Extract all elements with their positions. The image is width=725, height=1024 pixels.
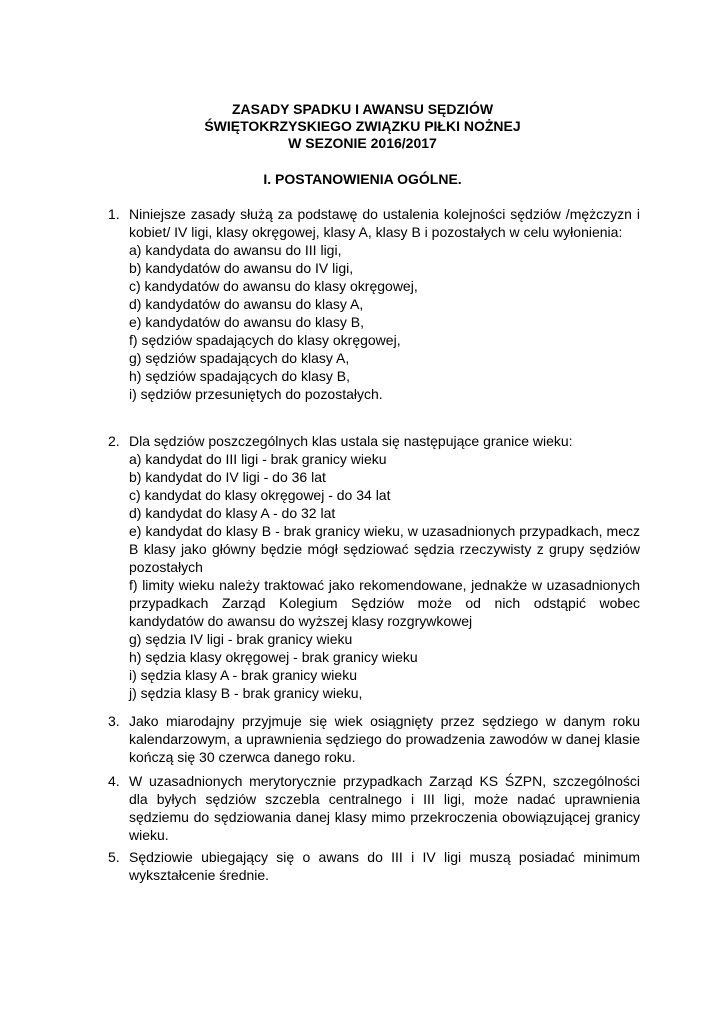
item-4-text: W uzasadnionych merytorycznie przypadkach Zarząd KS ŚZPN, szczególności dla byłych sędziów szczebla centralnego i III ligi, może nadać uprawnienia sędziemu do sędziowania danej klasy mimo przekroczenia obowiązującej granicy wieku. bbox=[129, 773, 640, 843]
item-number: 3. bbox=[108, 713, 120, 729]
item-1-line-d: d) kandydatów do awansu do klasy A, bbox=[129, 296, 364, 312]
item-number: 1. bbox=[108, 206, 120, 222]
item-1-intro: Niniejsze zasady służą za podstawę do ustalenia kolejności sędziów /mężczyzn i kobiet/ IV ligi, klasy okręgowej, klasy A, klasy B i pozostałych w celu wyłonienia: bbox=[129, 206, 640, 240]
item-1-line-i: i) sędziów przesuniętych do pozostałych. bbox=[129, 386, 383, 402]
item-1-line-c: c) kandydatów do awansu do klasy okręgowej, bbox=[129, 278, 418, 294]
item-1-line-g: g) sędziów spadających do klasy A, bbox=[129, 350, 350, 366]
item-number: 4. bbox=[108, 773, 120, 789]
item-2-line-b: b) kandydat do IV ligi - do 36 lat bbox=[129, 469, 326, 485]
title-line-2: ŚWIĘTOKRZYSKIEGO ZWIĄZKU PIŁKI NOŻNEJ bbox=[204, 118, 521, 134]
item-2-line-j: j) sędzia klasy B - brak granicy wieku, bbox=[129, 685, 363, 701]
item-5-text: Sędziowie ubiegający się o awans do III i IV ligi muszą posiadać minimum wykształcenie średnie. bbox=[129, 849, 640, 883]
list-item-4 bbox=[108, 772, 640, 844]
title-line-3: W SEZONIE 2016/2017 bbox=[288, 135, 437, 151]
item-2-line-f: f) limity wieku należy traktować jako rekomendowane, jednakże w uzasadnionych przypadkach Zarząd Kolegium Sędziów może od nich odstąpić wobec kandydatów do awansu do wyższej klasy rozgrywkowej bbox=[129, 577, 640, 629]
list-item-1 bbox=[108, 205, 640, 403]
section-heading: I. POSTANOWIENIA OGÓLNE. bbox=[263, 171, 462, 187]
title-line-1: ZASADY SPADKU I AWANSU SĘDZIÓW bbox=[231, 101, 494, 117]
item-1-line-a: a) kandydata do awansu do III ligi, bbox=[129, 242, 342, 258]
item-1-line-e: e) kandydatów do awansu do klasy B, bbox=[129, 314, 365, 330]
item-2-line-d: d) kandydat do klasy A - do 32 lat bbox=[129, 505, 336, 521]
list-item-5 bbox=[108, 848, 640, 884]
item-2-line-a: a) kandydat do III ligi - brak granicy wieku bbox=[129, 451, 387, 467]
item-number: 5. bbox=[108, 849, 120, 865]
item-2-line-i: i) sędzia klasy A - brak granicy wieku bbox=[129, 667, 357, 683]
list-item-3 bbox=[108, 712, 640, 766]
item-2-line-h: h) sędzia klasy okręgowej - brak granicy wieku bbox=[129, 649, 418, 665]
item-3-text: Jako miarodajny przyjmuje się wiek osiągnięty przez sędziego w danym roku kalendarzowym, a uprawnienia sędziego do prowadzenia zawodów w danej klasie kończą się 30 czerwca danego roku. bbox=[129, 713, 640, 765]
item-2-line-g: g) sędzia IV ligi - brak granicy wieku bbox=[129, 631, 353, 647]
list-item-2 bbox=[108, 432, 640, 702]
item-2-line-c: c) kandydat do klasy okręgowej - do 34 lat bbox=[129, 487, 391, 503]
item-1-line-b: b) kandydatów do awansu do IV ligi, bbox=[129, 260, 354, 276]
item-1-line-f: f) sędziów spadających do klasy okręgowej, bbox=[129, 332, 401, 348]
item-1-line-h: h) sędziów spadających do klasy B, bbox=[129, 368, 350, 384]
item-2-line-e: e) kandydat do klasy B - brak granicy wieku, w uzasadnionych przypadkach, mecz B klasy jako główny będzie mógł sędziować sędzia rzeczywisty z grupy sędziów pozostałych bbox=[129, 523, 640, 575]
item-2-intro: Dla sędziów poszczególnych klas ustala się następujące granice wieku: bbox=[129, 433, 573, 449]
document-title bbox=[0, 101, 725, 152]
item-number: 2. bbox=[108, 433, 120, 449]
